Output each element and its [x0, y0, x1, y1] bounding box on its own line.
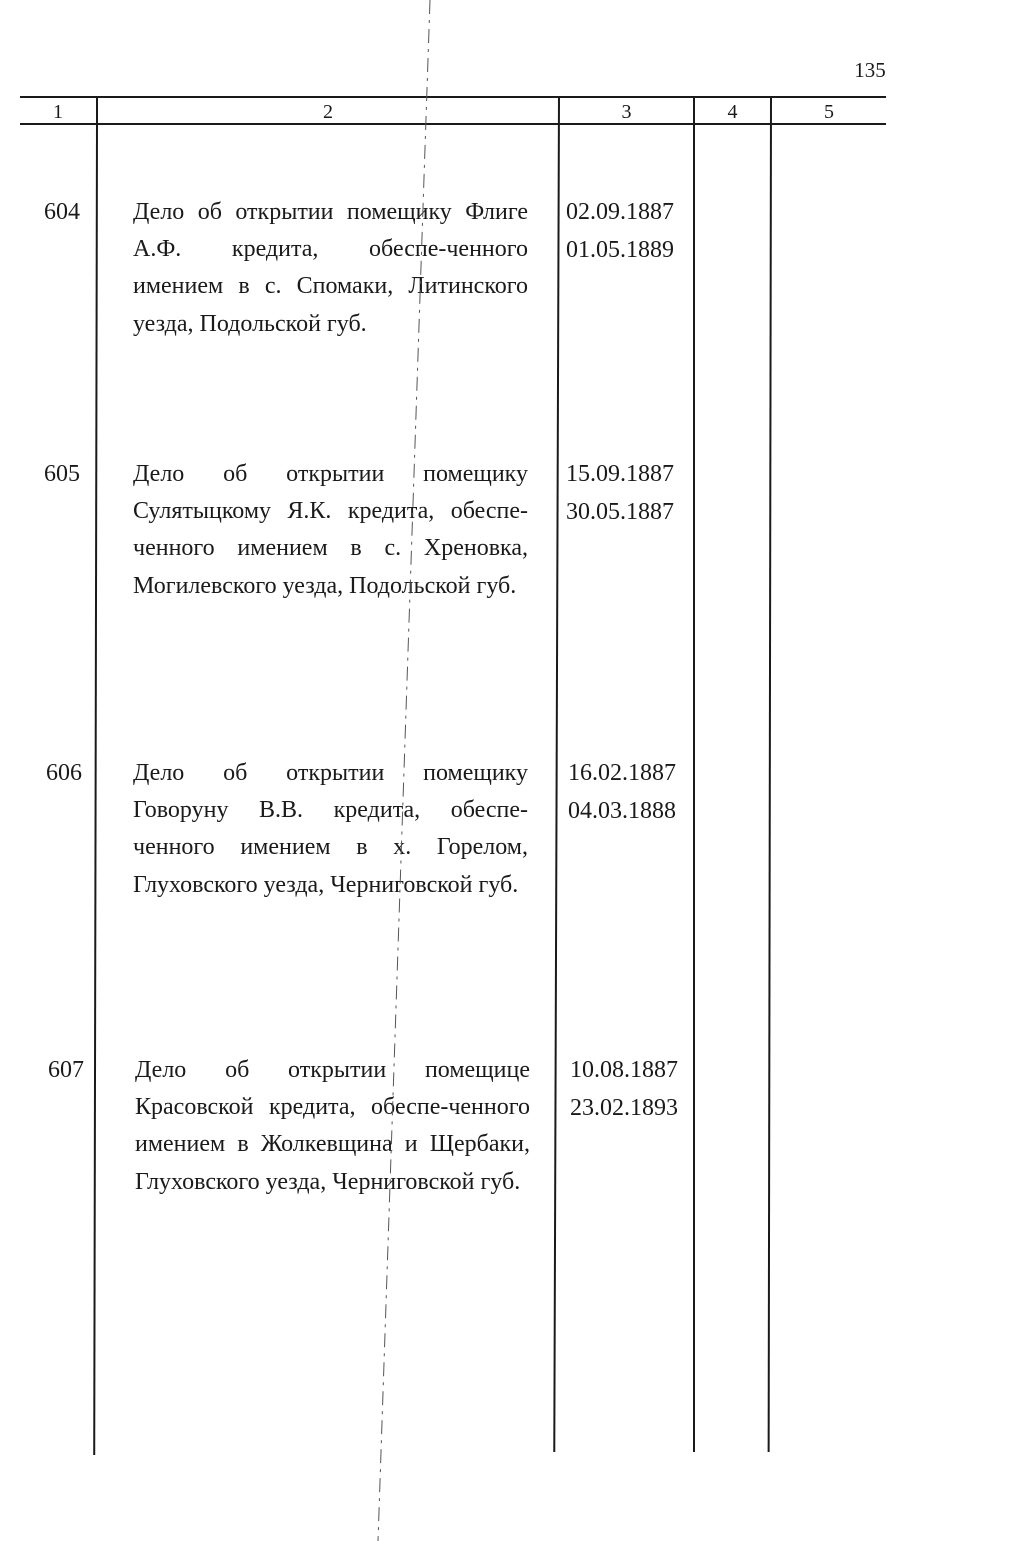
page-number: 135 [854, 58, 886, 82]
entry-description: Дело об открытии помещице Красовской кредита, обеспе-ченного имением в Жолкевщина и Щербаки, Глуховского уезда, Черниговской губ. [135, 1057, 530, 1195]
entry-number: 607 [48, 1057, 84, 1083]
column-header-3: 3 [621, 101, 632, 123]
entry-date-end: 04.03.1888 [568, 797, 676, 824]
column-header-4: 4 [727, 101, 738, 123]
entry-date-end: 23.02.1893 [570, 1094, 678, 1121]
entry-number: 605 [44, 461, 80, 487]
entry-date-start: 15.09.1887 [566, 461, 674, 487]
column-header-2: 2 [323, 101, 333, 123]
entry-date-start: 02.09.1887 [566, 199, 674, 225]
column-header-5: 5 [824, 101, 834, 123]
entry-date-end: 01.05.1889 [566, 236, 674, 263]
entry-description: Дело об открытии помещику Говоруну В.В. кредита, обеспе-ченного имением в х. Горелом, Глуховского уезда, Черниговской губ. [133, 760, 528, 898]
entry-date-end: 30.05.1887 [566, 498, 674, 525]
entry-description: Дело об открытии помещику Флиге А.Ф. кредита, обеспе-ченного имением в с. Спомаки, Литинского уезда, Подольской губ. [133, 199, 528, 337]
entry-number: 606 [46, 760, 82, 786]
entry-description: Дело об открытии помещику Сулятыцкому Я.К. кредита, обеспе-ченного имением в с. Хреновка, Могилевского уезда, Подольской губ. [133, 461, 528, 599]
entry-number: 604 [44, 199, 80, 225]
column-header-1: 1 [53, 101, 63, 123]
entry-date-start: 16.02.1887 [568, 760, 676, 786]
entry-date-start: 10.08.1887 [570, 1057, 678, 1083]
